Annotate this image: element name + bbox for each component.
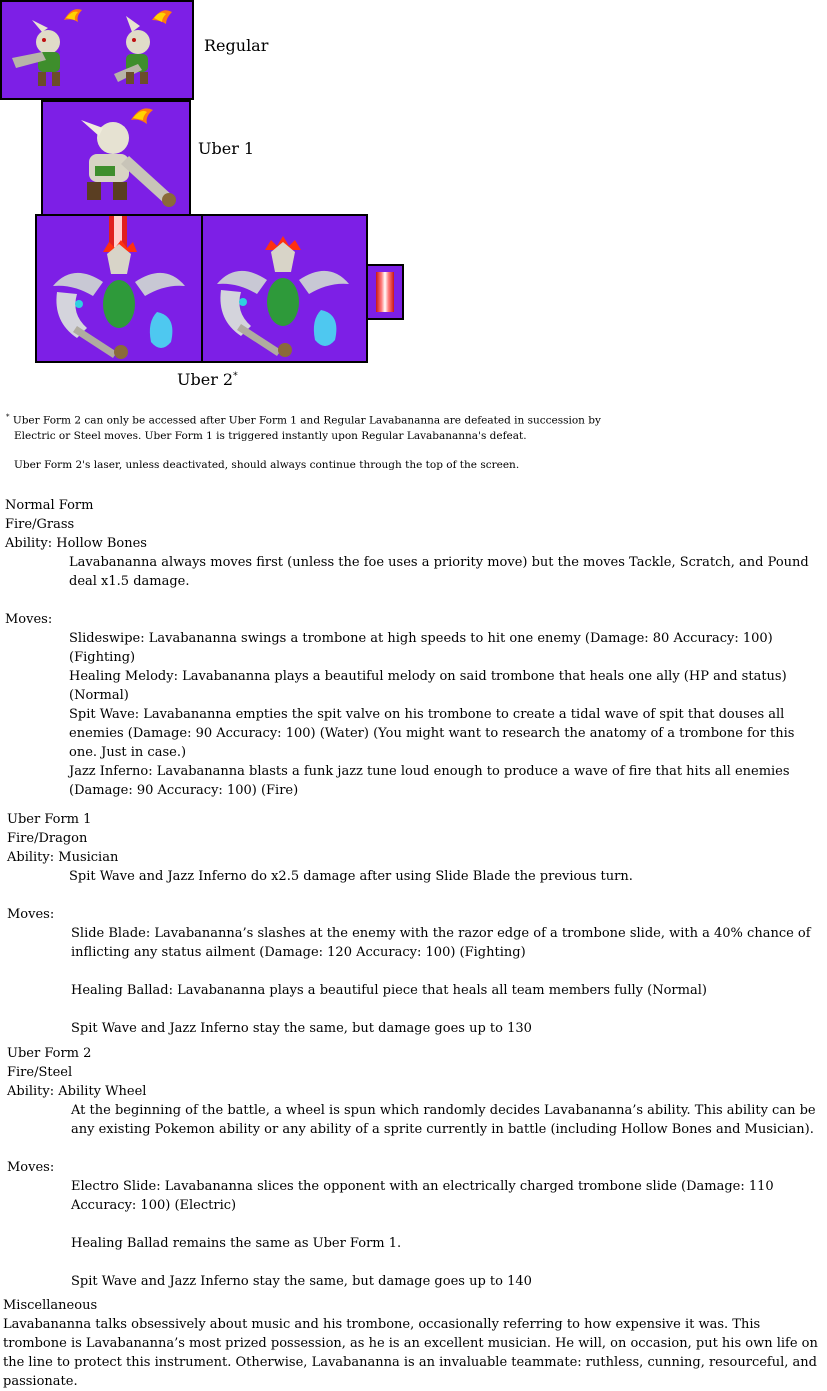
uber2-sprite-box-2 [201, 214, 368, 363]
uber1-move-healing-ballad: Healing Ballad: Lavabananna plays a beautiful piece that heals all team members fully (Normal) [71, 983, 707, 998]
uber1-type: Fire/Dragon [7, 831, 88, 846]
regular-label: Regular [204, 36, 269, 55]
uber2-sprite-image-1 [37, 216, 201, 361]
normal-move-jazz-inferno: Jazz Inferno: Lavabananna blasts a funk jazz tune loud enough to produce a wave of fire that hits all enemies (Damage: 90 Accuracy: 100) (Fire) [69, 764, 790, 798]
uber1-sprite-image [43, 102, 189, 214]
regular-sprite-image [2, 2, 192, 98]
uber2-label-text: Uber 2 [177, 370, 234, 389]
uber2-sprite-image-2 [203, 216, 366, 361]
uber1-move-spit-jazz: Spit Wave and Jazz Inferno stay the same, but damage goes up to 130 [71, 1021, 532, 1036]
normal-moves-heading: Moves: [5, 612, 53, 627]
uber2-moves-heading: Moves: [7, 1160, 55, 1175]
uber2-heading: Uber Form 2 [7, 1046, 92, 1061]
uber2-move-electro-slide: Electro Slide: Lavabananna slices the opponent with an electrically charged trombone slide (Damage: 110 Accuracy: 100) (Electric) [71, 1179, 774, 1213]
uber1-moves-heading: Moves: [7, 907, 55, 922]
uber1-move-slide-blade: Slide Blade: Lavabananna’s slashes at the enemy with the razor edge of a trombone slide, with a 40% chance of inflicting any status ailment (Damage: 120 Accuracy: 100) (Fighting) [71, 926, 811, 960]
uber2-sprite-box-1 [35, 214, 203, 363]
normal-form-heading: Normal Form [5, 498, 94, 513]
uber2-marker: * [233, 371, 238, 382]
footnote-line-2: Electric or Steel moves. Uber Form 1 is triggered instantly upon Regular Lavabananna's defeat. [14, 429, 527, 442]
footnote-line-1-text: Uber Form 2 can only be accessed after Uber Form 1 and Regular Lavabananna are defeated in succession by [12, 414, 601, 427]
uber2-label [177, 370, 238, 389]
normal-form-type: Fire/Grass [5, 517, 75, 532]
uber1-heading: Uber Form 1 [7, 812, 92, 827]
regular-sprite-box [0, 0, 194, 100]
footnote-marker: * [6, 413, 10, 421]
laser-beam [376, 272, 394, 312]
normal-move-spit-wave: Spit Wave: Lavabananna empties the spit valve on his trombone to create a tidal wave of spit that douses all enemies (Damage: 90 Accuracy: 100) (Water) (You might want to research the anatomy of a trombone for this one. Just in case.) [69, 707, 795, 760]
uber2-ability: Ability: Ability Wheel [7, 1084, 147, 1099]
laser-sprite-box [366, 264, 404, 320]
footnote-line-3: Uber Form 2's laser, unless deactivated, should always continue through the top of the screen. [14, 458, 520, 471]
footnote-line-1 [6, 410, 606, 429]
normal-move-healing-melody: Healing Melody: Lavabananna plays a beautiful melody on said trombone that heals one ally (HP and status) (Normal) [69, 669, 787, 703]
misc-text: Lavabananna talks obsessively about music and his trombone, occasionally referring to how expensive it was. This trombone is Lavabananna’s most prized possession, as he is an excellent musician. He will, on occasion, put his own life on the line to protect this instrument. Otherwise, Lavabananna is an invaluable teammate: ruthless, cunning, resourceful, and passionate. [3, 1317, 818, 1389]
misc-heading: Miscellaneous [3, 1298, 98, 1313]
uber1-label: Uber 1 [198, 139, 255, 158]
normal-form-ability-desc: Lavabananna always moves first (unless the foe uses a priority move) but the moves Tackle, Scratch, and Pound deal x1.5 damage. [69, 555, 809, 589]
uber2-move-spit-jazz: Spit Wave and Jazz Inferno stay the same, but damage goes up to 140 [71, 1274, 532, 1289]
uber2-type: Fire/Steel [7, 1065, 73, 1080]
normal-move-slideswipe: Slideswipe: Lavabananna swings a trombone at high speeds to hit one enemy (Damage: 80 Accuracy: 100) (Fighting) [69, 631, 773, 665]
normal-form-ability: Ability: Hollow Bones [5, 536, 147, 551]
uber2-move-healing-ballad: Healing Ballad remains the same as Uber Form 1. [71, 1236, 402, 1251]
uber1-sprite-box [41, 100, 191, 216]
footnotes [6, 410, 606, 473]
uber1-ability: Ability: Musician [7, 850, 119, 865]
uber2-ability-desc: At the beginning of the battle, a wheel is spun which randomly decides Lavabananna’s ability. This ability can be any existing Pokemon ability or any ability of a sprite currently in battle (including Hollow Bones and Musician). [71, 1103, 816, 1137]
uber1-ability-desc: Spit Wave and Jazz Inferno do x2.5 damage after using Slide Blade the previous turn. [69, 869, 633, 884]
